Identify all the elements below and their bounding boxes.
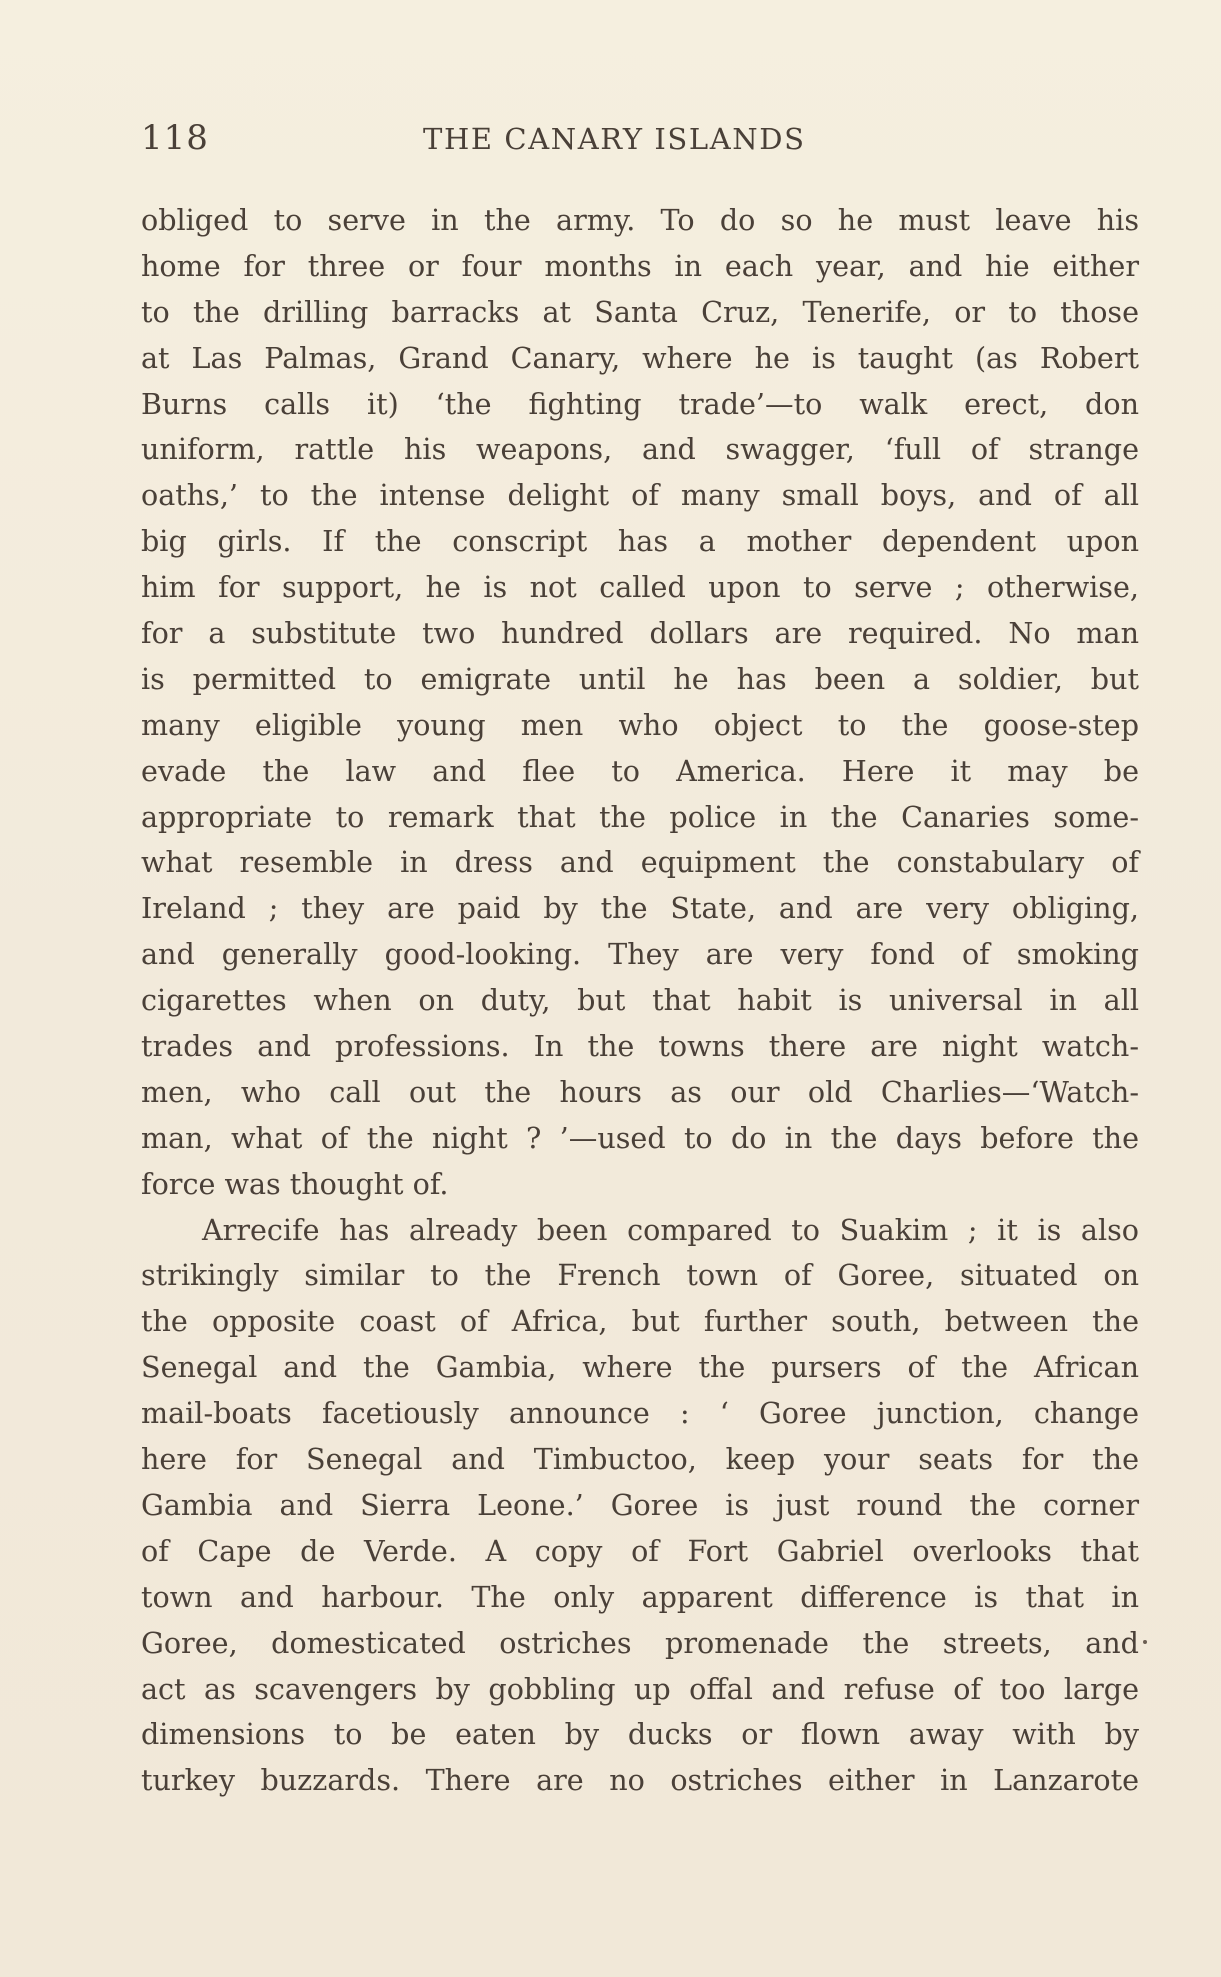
text-line-5: Burns calls it) ‘the fighting trade’—to walk erect, don [141, 386, 1139, 421]
text-line-9: him for support, he is not called upon to serve ; otherwise, [141, 570, 1139, 605]
text-line-1: obliged to serve in the army. To do so he must leave his [141, 203, 1139, 237]
text-line-35: turkey buzzards. There are no ostriches either in Lanzarote [141, 1763, 1139, 1798]
text-line-17: and generally good-looking. They are very fond of smoking [141, 937, 1139, 972]
text-line-14: appropriate to remark that the police in the Canaries some- [141, 799, 1139, 834]
body-text [141, 198, 1139, 1804]
text-line-27: mail-boats facetiously announce : ‘ Goree junction, change [141, 1396, 1139, 1431]
text-line-15: what resemble in dress and equipment the constabulary of [141, 845, 1139, 880]
text-line-30: of Cape de Verde. A copy of Fort Gabriel overlooks that [141, 1533, 1139, 1568]
text-line-26: Senegal and the Gambia, where the pursers of the African [141, 1350, 1139, 1385]
text-line-23: Arrecife has already been compared to Suakim ; it is also [202, 1212, 1139, 1247]
text-line-10: for a substitute two hundred dollars are required. No man [141, 616, 1139, 651]
text-line-19: trades and professions. In the towns there are night watch- [141, 1029, 1139, 1064]
text-line-16: Ireland ; they are paid by the State, and are very obliging, [141, 891, 1139, 926]
text-line-34: dimensions to be eaten by ducks or flown away with by [141, 1717, 1139, 1752]
page-number: 118 [141, 118, 209, 158]
text-line-24: strikingly similar to the French town of Goree, situated on [141, 1258, 1139, 1293]
text-line-3: to the drilling barracks at Santa Cruz, Tenerife, or to those [141, 294, 1139, 329]
text-line-7: oaths,’ to the intense delight of many small boys, and of all [141, 478, 1139, 513]
text-line-29: Gambia and Sierra Leone.’ Goree is just round the corner [141, 1487, 1139, 1522]
text-line-22: force was thought of. [141, 1166, 449, 1201]
text-line-28: here for Senegal and Timbuctoo, keep your seats for the [141, 1442, 1139, 1477]
text-line-21: man, what of the night ? ’—used to do in the days before the [141, 1120, 1139, 1155]
text-line-20: men, who call out the hours as our old Charlies—‘Watch- [141, 1074, 1139, 1109]
text-line-33: act as scavengers by gobbling up offal and refuse of too large [141, 1671, 1139, 1706]
text-line-2: home for three or four months in each year, and hie either [141, 248, 1139, 283]
text-line-8: big girls. If the conscript has a mother dependent upon [141, 524, 1139, 559]
text-line-32: Goree, domesticated ostriches promenade the streets, and [141, 1625, 1139, 1660]
text-line-12: many eligible young men who object to the goose-step [141, 707, 1139, 742]
text-line-11: is permitted to emigrate until he has been a soldier, but [141, 661, 1139, 696]
page-header [141, 118, 1141, 168]
text-line-4: at Las Palmas, Grand Canary, where he is taught (as Robert [141, 340, 1139, 375]
text-line-13: evade the law and flee to America. Here it may be [141, 753, 1139, 788]
printing-speck [1143, 1640, 1147, 1644]
text-line-31: town and harbour. The only apparent difference is that in [141, 1579, 1139, 1614]
running-title: THE CANARY ISLANDS [423, 122, 806, 156]
text-line-6: uniform, rattle his weapons, and swagger, ‘full of strange [141, 432, 1139, 467]
text-line-25: the opposite coast of Africa, but further south, between the [141, 1304, 1139, 1339]
text-line-18: cigarettes when on duty, but that habit is universal in all [141, 983, 1139, 1018]
